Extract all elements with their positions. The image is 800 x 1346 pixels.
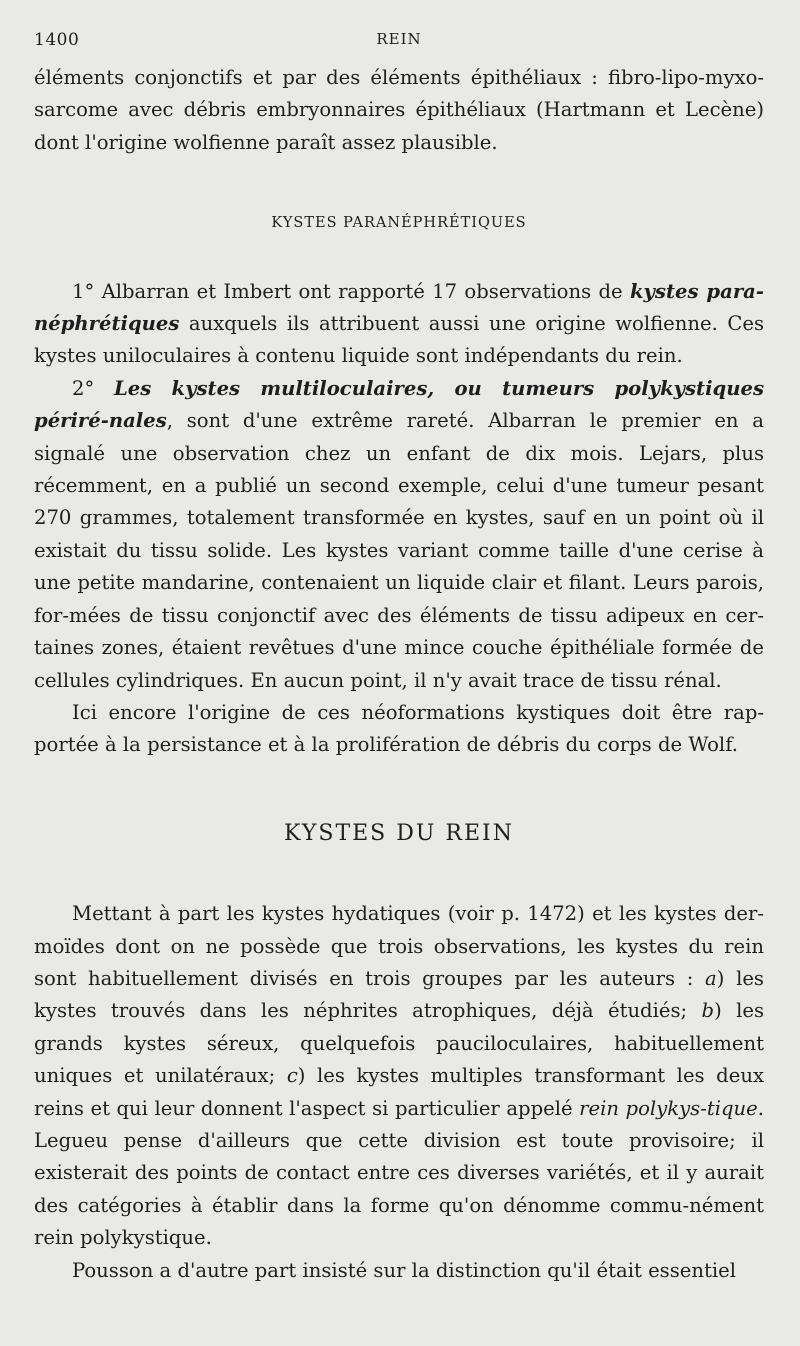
page-number: 1400 [34,30,80,50]
section-heading-paranephretiques: KYSTES PARANÉPHRÉTIQUES [271,215,527,232]
paragraph-text: Mettant à part les kystes hydatiques (voir p. 1472) et les kystes der-moïdes dont on ne possède que trois observations, les kystes du rein sont habituellement divisés en trois groupes par les auteurs : [34,902,764,990]
list-marker: c [286,1064,298,1088]
paragraph-text: , sont d'une extrême rareté. Albarran le premier en a signalé une observation chez un enfant de dix mois. Lejars, plus récemment, en a publié un second exemple, celui d'une tumeur pesant 270 grammes, totalement transformée en kystes, sauf en un point où il existait du tissu solide. Les kystes variant comme taille d'une cerise à une petite mandarine, contenaient un liquide clair et filant. Leurs parois, for-mées de tissu conjonctif avec des éléments de tissu adipeux en cer-taines zones, étaient revêtues d'une mince couche épithéliale formée de cellules cylindriques. En aucun point, il n'y avait trace de tissu rénal. [34,409,764,692]
paragraph-text: ) les grands kystes séreux, quelquefois pauciloculaires, habituellement uniques et unilatéraux; [34,999,765,1088]
paragraph-continuation: éléments conjonctifs et par des éléments épithéliaux : fibro-lipo-myxo-sarcome avec débris embryonnaires épithéliaux (Hartmann et Lecène) dont l'origine wolfienne paraît assez plausible. [34,66,764,154]
paragraph-multiloculaires [34,373,764,697]
section-heading-kystes-du-rein: KYSTES DU REIN [284,820,514,846]
paragraph-text: 2° [72,376,114,400]
running-title: REIN [376,30,422,48]
page-body [34,62,764,1287]
paragraph-text: ) les kystes multiples transformant les deux reins et qui leur donnent l'aspect si particulier appelé [34,1064,764,1120]
paragraph-origine: Ici encore l'origine de ces néoformations kystiques doit être rap-portée à la persistance et à la prolifération de débris du corps de Wolf. [34,700,764,757]
emphasis-term: rein polykys-tique [579,1096,758,1120]
paragraph-albarran-imbert [34,276,764,373]
paragraph-text: ) les kystes trouvés dans les néphrites atrophiques, déjà étudiés; [34,966,764,1023]
paragraph-text: 1° Albarran et Imbert ont rapporté 17 observations de [72,279,630,303]
list-marker: a [705,966,717,990]
paragraph-text: auxquels ils attribuent aussi une origine wolfienne. Ces kystes uniloculaires à contenu liquide sont indépendants du rein. [34,312,764,368]
list-marker: b [701,999,715,1023]
paragraph-pousson: Pousson a d'autre part insisté sur la distinction qu'il était essentiel [72,1258,736,1282]
paragraph-text: . Legueu pense d'ailleurs que cette division est toute provisoire; il existerait des points de contact entre ces diverses variétés, et il y aurait des catégories à établir dans la forme qu'on dénomme commu-nément rein polykystique. [34,1096,764,1250]
emphasis-term: Les kystes multiloculaires, ou tumeurs polykystiques périré-nales [34,376,764,433]
emphasis-term: kystes para-néphrétiques [34,279,764,336]
paragraph-classification [34,898,764,1254]
running-header [34,22,764,62]
